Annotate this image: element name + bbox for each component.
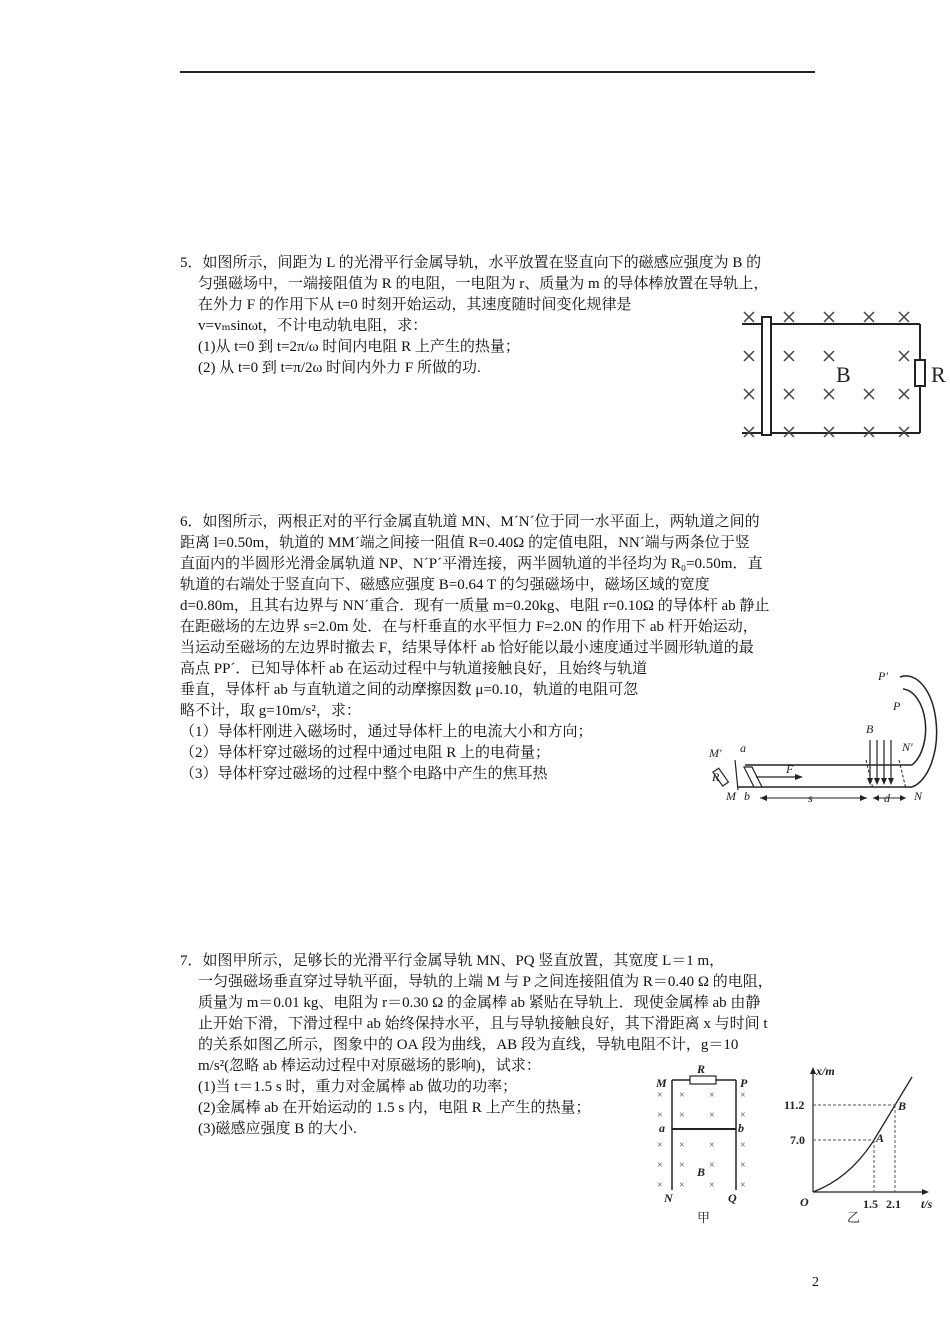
label-M: M (726, 789, 736, 803)
q7-line: 7．如图甲所示，足够长的光滑平行金属导轨 MN、PQ 竖直放置，其宽度 L＝1 m， (180, 953, 725, 969)
q6-line: （1）导体杆刚进入磁场时，通过导体杆上的电流大小和方向； (180, 724, 593, 740)
svg-text:×: × (740, 1110, 746, 1121)
label-s: s (808, 791, 813, 805)
label-N: N (914, 789, 923, 803)
y-tick-7-0: 7.0 (790, 1133, 805, 1147)
q6-line: 在距磁场的左边界 s=2.0m 处．在与杆垂直的水平恒力 F=2.0N 的作用下 ab 杆开始运动， (180, 619, 758, 635)
q7-figure-jia (650, 1060, 760, 1230)
q5-line: v=vₘsinωt，不计电动轨电阻，求： (198, 318, 428, 334)
label-a: a (740, 741, 746, 755)
resistor-symbol (915, 360, 925, 386)
q6-line: 当运动至磁场的左边界时撤去 F，结果导体杆 ab 恰好能以最小速度通过半圆形轨道的最 (180, 640, 754, 656)
svg-text:×: × (657, 1090, 663, 1101)
caption-jia: 甲 (697, 1210, 711, 1225)
label-B: B (836, 362, 851, 387)
q7-figure-yi (775, 1060, 950, 1230)
q7-line: 一匀强磁场垂直穿过导轨平面，导轨的上端 M 与 P 之间连接阻值为 R＝0.40 Ω 的电阻， (198, 974, 773, 990)
q6-line: d=0.80m，且其右边界与 NN´重合．现有一质量 m=0.20kg、电阻 r=0.10Ω 的导体杆 ab 静止 (180, 598, 770, 614)
q7-line: 的关系如图乙所示，图象中的 OA 段为曲线，AB 段为直线，导轨电阻不计，g＝10 (198, 1037, 739, 1053)
label-a: a (659, 1121, 665, 1135)
q6-line: （3）导体杆穿过磁场的过程中整个电路中产生的焦耳热 (180, 766, 548, 782)
q6-line: 6．如图所示，两根正对的平行金属直轨道 MN、M´N´位于同一水平面上，两轨道之间的 (180, 514, 760, 530)
q6-line: 轨道的右端处于竖直向下、磁感应强度 B=0.64 T 的匀强磁场中，磁场区域的宽度 (180, 577, 710, 593)
y-tick-11-2: 11.2 (784, 1098, 805, 1112)
svg-text:×: × (740, 1140, 746, 1151)
label-M: M (656, 1076, 667, 1090)
q5-line: 5．如图所示，间距为 L 的光滑平行金属导轨，水平放置在竖直向下的磁感应强度为 B 的 (180, 255, 762, 271)
label-B: B (866, 722, 874, 736)
q7-line: (1)当 t＝1.5 s 时，重力对金属棒 ab 做功的功率； (198, 1079, 518, 1095)
svg-text:×: × (740, 1180, 746, 1191)
q6-line: （2）导体杆穿过磁场的过程中通过电阻 R 上的电荷量； (180, 745, 551, 761)
q6-figure (700, 655, 950, 810)
page-number: 2 (812, 1275, 819, 1290)
q5-line: 在外力 F 的作用下从 t=0 时刻开始运动，其速度随时间变化规律是 (198, 297, 632, 313)
label-F: F (786, 762, 794, 776)
label-N: N (664, 1191, 673, 1205)
q6-line: 垂直，导体杆 ab 与直轨道之间的动摩擦因数 μ=0.10，轨道的电阻可忽 (180, 682, 639, 698)
header-rule (180, 71, 815, 73)
label-P: P (740, 1076, 748, 1090)
x-axis-label: t/s (921, 1197, 933, 1211)
q6-line: 高点 PP´．已知导体杆 ab 在运动过程中与轨道接触良好，且始终与轨道 (180, 661, 648, 677)
q5-line: (1)从 t=0 到 t=2π/ω 时间内电阻 R 上产生的热量； (198, 339, 520, 355)
svg-text:×: × (679, 1090, 685, 1101)
svg-text:×: × (709, 1140, 715, 1151)
svg-text:×: × (709, 1160, 715, 1171)
svg-text:×: × (709, 1110, 715, 1121)
q5-line: 匀强磁场中，一端接阻值为 R 的电阻，一电阻为 r、质量为 m 的导体棒放置在导轨上， (198, 276, 769, 292)
label-B: B (697, 1165, 706, 1179)
curve-OA (813, 1140, 874, 1192)
q7-line: 止开始下滑，下滑过程中 ab 始终保持水平，且与导轨接触良好，其下滑距离 x 与时间 t (198, 1016, 768, 1032)
svg-text:×: × (709, 1090, 715, 1101)
svg-text:×: × (657, 1110, 663, 1121)
q6-line: 略不计，取 g=10m/s²，求： (180, 703, 361, 719)
svg-text:×: × (679, 1180, 685, 1191)
label-M1: M' (709, 746, 722, 760)
semicircle-track-lower (900, 676, 937, 787)
q7-line: 质量为 m＝0.01 kg、电阻为 r＝0.30 Ω 的金属棒 ab 紧贴在导轨上．现使金属棒 ab 由静 (198, 995, 761, 1011)
label-P1: P' (878, 669, 888, 683)
svg-text:×: × (657, 1160, 663, 1171)
label-d: d (884, 791, 890, 805)
svg-text:×: × (679, 1110, 685, 1121)
svg-text:×: × (657, 1180, 663, 1191)
q5-line: (2) 从 t=0 到 t=π/2ω 时间内外力 F 所做的功. (198, 360, 481, 376)
point-A-label: A (876, 1131, 885, 1145)
caption-yi: 乙 (847, 1210, 861, 1225)
x-tick-1-5: 1.5 (863, 1197, 878, 1211)
q6-line: 距离 l=0.50m，轨道的 MM´端之间接一阻值 R=0.40Ω 的定值电阻，NN´端与两条位于竖 (180, 535, 750, 551)
label-b: b (738, 1121, 744, 1135)
q5-figure (738, 305, 950, 450)
label-b: b (744, 789, 750, 803)
x-tick-2-1: 2.1 (886, 1197, 901, 1211)
q7-line: (2)金属棒 ab 在开始运动的 1.5 s 内，电阻 R 上产生的热量； (198, 1100, 591, 1116)
label-R: R (931, 362, 946, 387)
point-B-label: B (898, 1099, 907, 1113)
label-Q: Q (728, 1191, 737, 1205)
svg-text:×: × (679, 1140, 685, 1151)
conductor-rod (762, 317, 771, 435)
svg-text:×: × (679, 1160, 685, 1171)
svg-text:×: × (709, 1180, 715, 1191)
svg-text:×: × (657, 1140, 663, 1151)
label-P: P (893, 699, 901, 713)
y-axis-label: x/m (816, 1064, 835, 1078)
label-N1: N' (902, 740, 913, 754)
svg-text:×: × (740, 1090, 746, 1101)
svg-text:×: × (740, 1160, 746, 1171)
q7-line: m/s²(忽略 ab 棒运动过程中对原磁场的影响)，试求： (198, 1058, 541, 1074)
label-R: R (712, 770, 720, 784)
q6-line: 直面内的半圆形光滑金属轨道 NP、N´P´平滑连接，两半圆轨道的半径均为 R₀=0.50m．直 (180, 556, 763, 572)
origin-label: O (800, 1195, 809, 1209)
label-R: R (697, 1062, 706, 1076)
q7-line: (3)磁感应强度 B 的大小. (198, 1121, 357, 1137)
